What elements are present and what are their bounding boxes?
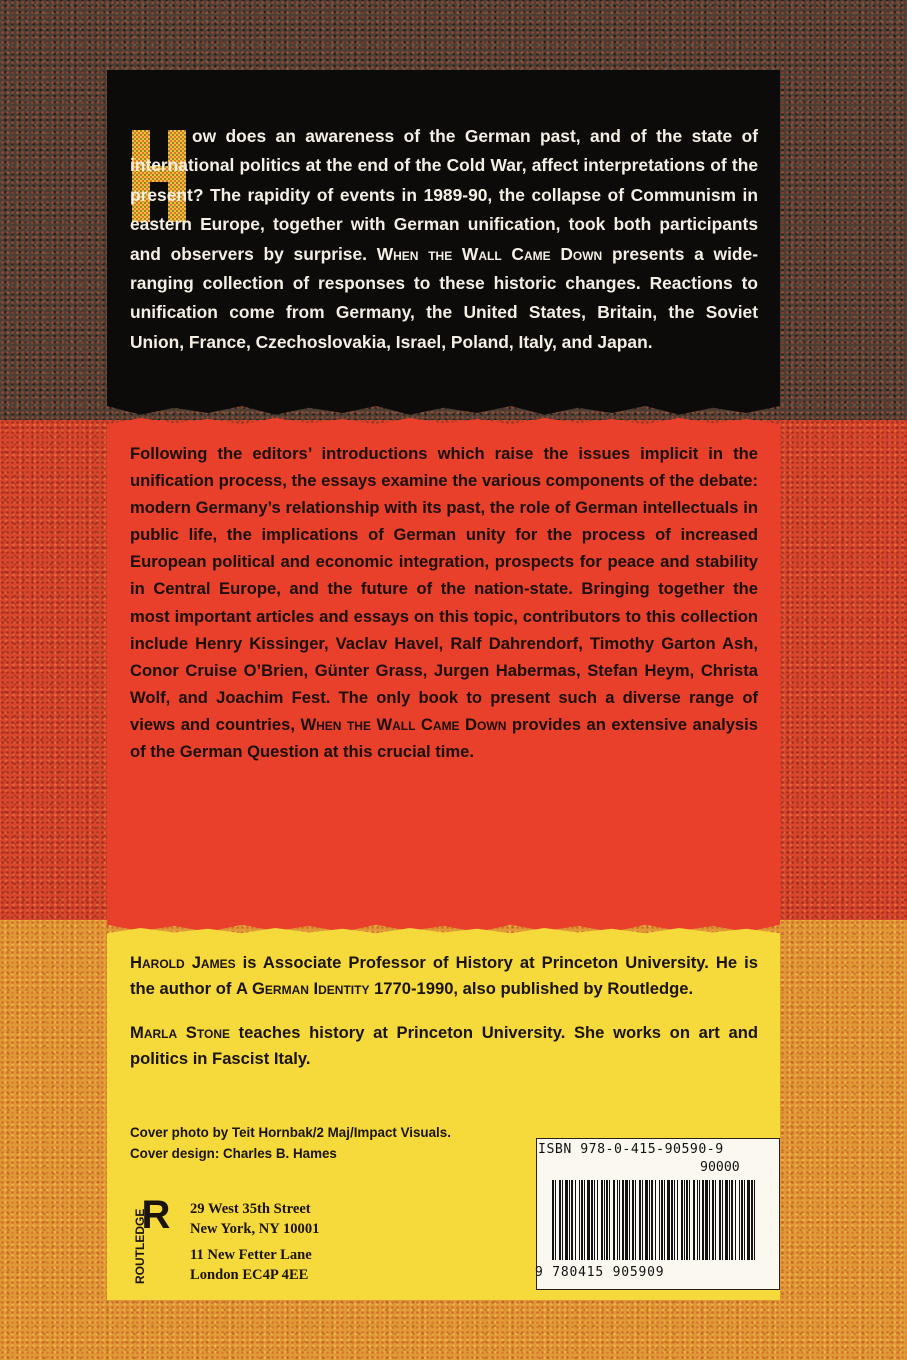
- barcode-bar: [697, 1180, 698, 1260]
- photo-credit: Cover photo by Teit Hornbak/2 Maj/Impact Visuals.: [130, 1125, 451, 1140]
- main-blurb: [130, 440, 758, 765]
- barcode-bar: [715, 1180, 716, 1260]
- bio-marla-stone: [130, 1020, 758, 1072]
- barcode-bar: [671, 1180, 673, 1260]
- barcode-bar: [729, 1180, 730, 1260]
- barcode-bar: [741, 1180, 743, 1260]
- barcode-bar: [555, 1180, 556, 1260]
- ean-number: 9 780415 905909: [535, 1265, 665, 1280]
- barcode-bar: [747, 1180, 750, 1260]
- barcode-bar: [619, 1180, 620, 1260]
- intro-part-3: presents a wide-ranging collection of responses to these historic changes. Reactions to unification come from Germany, the United States, Britain, the Soviet Union, France, Czechoslovakia, Israel, Poland, Italy, and Japan.: [130, 243, 758, 352]
- barcode-bars: [550, 1180, 770, 1262]
- barcode-bar: [622, 1180, 624, 1260]
- barcode-bar: [569, 1180, 570, 1260]
- barcode-bar: [642, 1180, 643, 1260]
- barcode-bar: [632, 1180, 634, 1260]
- barcode-bar: [606, 1180, 608, 1260]
- main-part-1: Following the editors’ introductions which raise the issues implicit in the unification process, the essays examine the various components of the debate: modern Germany’s relationship with its past, the role of German intellectuals in public life, the implications of German unity for the process of increased European political and economic integration, prospects for peace and stability in Central Europe, and the future of the nation-state. Bringing together the most important articles and essays on this topic, contributors to this collection include Henry Kissinger, Vaclav Havel, Ralf Dahrendorf, Timothy Garton Ash, Conor Cruise O’Brien, Günter Grass, Jurgen Habermas, Stefan Heym, Christa Wolf, and Joachim Fest. The only book to present such a diverse range of views and countries,: [130, 444, 758, 734]
- barcode-bar: [581, 1180, 583, 1260]
- barcode-bar: [597, 1180, 598, 1260]
- barcode-bar: [625, 1180, 628, 1260]
- address-line: New York, NY 10001: [190, 1220, 320, 1237]
- barcode-bar: [705, 1180, 708, 1260]
- barcode-bar: [709, 1180, 710, 1260]
- barcode-bar: [693, 1180, 695, 1260]
- barcode-bar: [594, 1180, 595, 1260]
- barcode-bar: [562, 1180, 563, 1260]
- barcode-bar: [684, 1180, 685, 1260]
- barcode-bar: [689, 1180, 690, 1260]
- barcode-bar: [699, 1180, 700, 1260]
- book-title-inline: A German Identity: [236, 979, 370, 998]
- barcode-bar: [686, 1180, 688, 1260]
- logo-letter: R: [141, 1193, 171, 1237]
- barcode-bar: [649, 1180, 650, 1260]
- barcode-bar: [659, 1180, 660, 1260]
- barcode-bar: [613, 1180, 615, 1260]
- barcode-bar: [635, 1180, 636, 1260]
- barcode-bar: [559, 1180, 561, 1260]
- logo-wordmark: ROUTLEDGE: [133, 1208, 147, 1284]
- address-new-york: [190, 1200, 390, 1239]
- address-line: London EC4P 4EE: [190, 1266, 309, 1283]
- barcode-bar: [604, 1180, 605, 1260]
- design-credit: Cover design: Charles B. Hames: [130, 1146, 337, 1161]
- barcode-bar: [587, 1180, 590, 1260]
- barcode-bar: [744, 1180, 745, 1260]
- book-title-inline: When the Wall Came Down: [376, 243, 603, 264]
- barcode-bar: [584, 1180, 585, 1260]
- barcode-bar: [629, 1180, 630, 1260]
- address-line: 11 New Fetter Lane: [190, 1247, 312, 1263]
- routledge-logo: [130, 1190, 186, 1286]
- barcode-bar: [645, 1180, 648, 1260]
- barcode-bar: [681, 1180, 683, 1260]
- barcode-bar: [712, 1180, 714, 1260]
- barcode-bar: [664, 1180, 665, 1260]
- barcode-bar: [579, 1180, 580, 1260]
- barcode-bar: [639, 1180, 641, 1260]
- barcode-bar: [575, 1180, 576, 1260]
- barcode-bar: [571, 1180, 573, 1260]
- barcode-bar: [667, 1180, 670, 1260]
- author-name: Harold James: [130, 953, 236, 972]
- price-code: 90000: [700, 1160, 740, 1175]
- barcode-bar: [661, 1180, 663, 1260]
- bio-text: 1770-1990, also published by Routledge.: [369, 979, 694, 998]
- barcode-bar: [702, 1180, 704, 1260]
- barcode-bar: [731, 1180, 733, 1260]
- barcode-bar: [655, 1180, 656, 1260]
- barcode-bar: [591, 1180, 593, 1260]
- barcode-bar: [552, 1180, 554, 1260]
- barcode-bar: [565, 1180, 568, 1260]
- barcode-bar: [674, 1180, 675, 1260]
- address-line: 29 West 35th Street: [190, 1201, 311, 1217]
- barcode-bar: [751, 1180, 753, 1260]
- dropcap-spacer: [130, 122, 182, 132]
- barcode-bar: [677, 1180, 678, 1260]
- main-part-3: provides an extensive analysis of the German Question at this crucial time.: [130, 714, 758, 762]
- barcode-bar: [719, 1180, 721, 1260]
- author-name: Marla Stone: [130, 1023, 230, 1042]
- barcode-bar: [739, 1180, 740, 1260]
- barcode-bar: [754, 1180, 755, 1260]
- address-london: [190, 1246, 390, 1285]
- barcode-bar: [617, 1180, 618, 1260]
- bio-text: teaches history at Princeton University. She works on art and politics in Fascist Italy.: [130, 1023, 758, 1068]
- intro-blurb: [130, 122, 758, 357]
- barcode-bar: [725, 1180, 728, 1260]
- isbn-label: ISBN 978-0-415-90590-9: [538, 1142, 724, 1157]
- barcode-bar: [651, 1180, 653, 1260]
- barcode-bar: [601, 1180, 603, 1260]
- intro-part-1: ow does an awareness of the German past, and of the state of international politics at the end of the Cold War, affect interpretations of the present? The rapidity of events in 1989-90, the collapse of Communism in eastern Europe, together with German unification, took both participants and observers by surprise.: [130, 126, 758, 264]
- book-title-inline: When the Wall Came Down: [300, 714, 507, 734]
- bio-text: is Associate Professor of History at Princeton University. He is the author of: [130, 953, 759, 998]
- barcode-bar: [722, 1180, 723, 1260]
- bio-harold-james: [130, 950, 758, 1002]
- barcode-bar: [609, 1180, 610, 1260]
- barcode-bar: [735, 1180, 736, 1260]
